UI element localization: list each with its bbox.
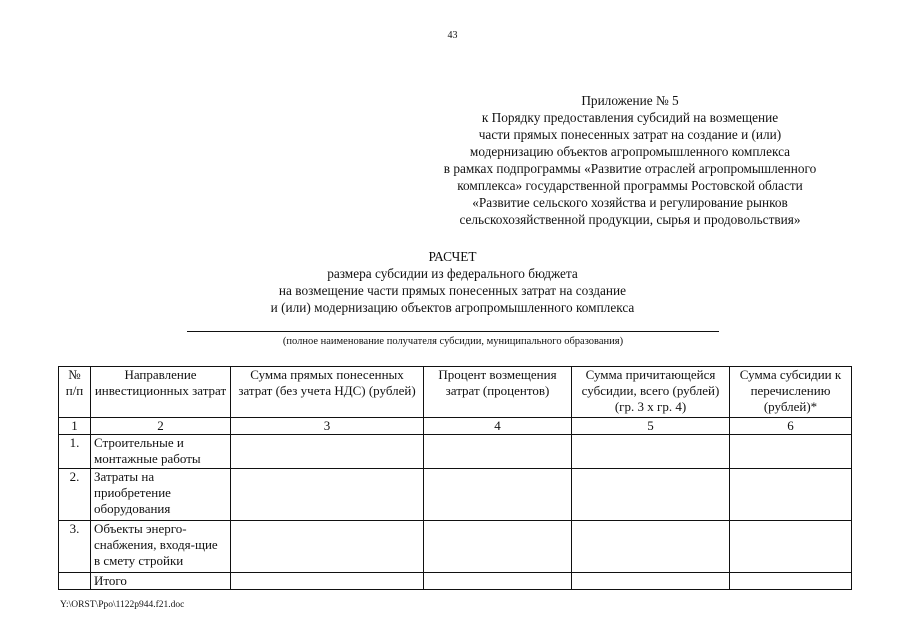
table-row <box>59 469 852 521</box>
header-subsidy-total: Сумма причитающейся субсидии, всего (рублей) (гр. 3 x гр. 4) <box>572 367 730 418</box>
cell-empty <box>572 521 730 573</box>
calculation-subtitle-line: на возмещение части прямых понесенных затрат на создание <box>278 283 627 298</box>
column-number: 2 <box>91 418 231 435</box>
calculation-title: РАСЧЕТ <box>428 249 477 264</box>
cell-empty <box>424 521 572 573</box>
row-direction: Итого <box>91 573 231 590</box>
recipient-caption: (полное наименование получателя субсидии, муниципального образования) <box>282 336 624 347</box>
column-number: 1 <box>59 418 91 435</box>
table-row <box>59 435 852 469</box>
recipient-name-line <box>187 331 719 332</box>
cell-empty <box>730 521 852 573</box>
cell-empty <box>424 435 572 469</box>
table-row-total <box>59 573 852 590</box>
cell-empty <box>572 573 730 590</box>
subsidy-calculation-table <box>58 366 852 590</box>
header-subsidy-transfer: Сумма субсидии к перечислению (рублей)* <box>730 367 852 418</box>
header-number: № п/п <box>59 367 91 418</box>
appendix-line: части прямых понесенных затрат на создание и (или) <box>478 127 782 142</box>
row-number <box>59 573 91 590</box>
appendix-line: «Развитие сельского хозяйства и регулирование рынков <box>472 195 788 210</box>
column-number: 5 <box>572 418 730 435</box>
page-number: 43 <box>447 30 458 41</box>
footer-file-path: Y:\ORST\Ppo\1122p944.f21.doc <box>60 600 185 610</box>
appendix-line: комплекса» государственной программы Ростовской области <box>457 178 803 193</box>
cell-empty <box>730 469 852 521</box>
appendix-header <box>400 92 860 228</box>
row-direction: Строительные и монтажные работы <box>91 435 231 469</box>
row-number: 3. <box>59 521 91 573</box>
column-number-row <box>59 418 852 435</box>
row-number: 1. <box>59 435 91 469</box>
cell-empty <box>231 469 424 521</box>
row-direction: Затраты на приобретение оборудования <box>91 469 231 521</box>
cell-empty <box>572 435 730 469</box>
cell-empty <box>231 521 424 573</box>
table-row <box>59 521 852 573</box>
appendix-line: сельскохозяйственной продукции, сырья и продовольствия» <box>459 212 801 227</box>
table-header-row <box>59 367 852 418</box>
cell-empty <box>424 469 572 521</box>
column-number: 3 <box>231 418 424 435</box>
appendix-line: к Порядку предоставления субсидий на возмещение <box>481 110 779 125</box>
calculation-subtitle-line: и (или) модернизацию объектов агропромышленного комплекса <box>270 300 635 315</box>
cell-empty <box>424 573 572 590</box>
header-reimbursement-percent: Процент возмещения затрат (процентов) <box>424 367 572 418</box>
appendix-line: Приложение № 5 <box>581 93 679 108</box>
row-number: 2. <box>59 469 91 521</box>
cell-empty <box>730 573 852 590</box>
header-direct-costs: Сумма прямых понесенных затрат (без учета НДС) (рублей) <box>231 367 424 418</box>
column-number: 4 <box>424 418 572 435</box>
header-direction: Направление инвестиционных затрат <box>91 367 231 418</box>
cell-empty <box>730 435 852 469</box>
column-number: 6 <box>730 418 852 435</box>
cell-empty <box>231 573 424 590</box>
calculation-heading <box>150 248 755 316</box>
appendix-line: модернизацию объектов агропромышленного комплекса <box>469 144 791 159</box>
appendix-line: в рамках подпрограммы «Развитие отраслей агропромышленного <box>443 161 817 176</box>
calculation-subtitle-line: размера субсидии из федерального бюджета <box>327 266 578 281</box>
cell-empty <box>231 435 424 469</box>
cell-empty <box>572 469 730 521</box>
row-direction: Объекты энерго-снабжения, входя-щие в смету стройки <box>91 521 231 573</box>
